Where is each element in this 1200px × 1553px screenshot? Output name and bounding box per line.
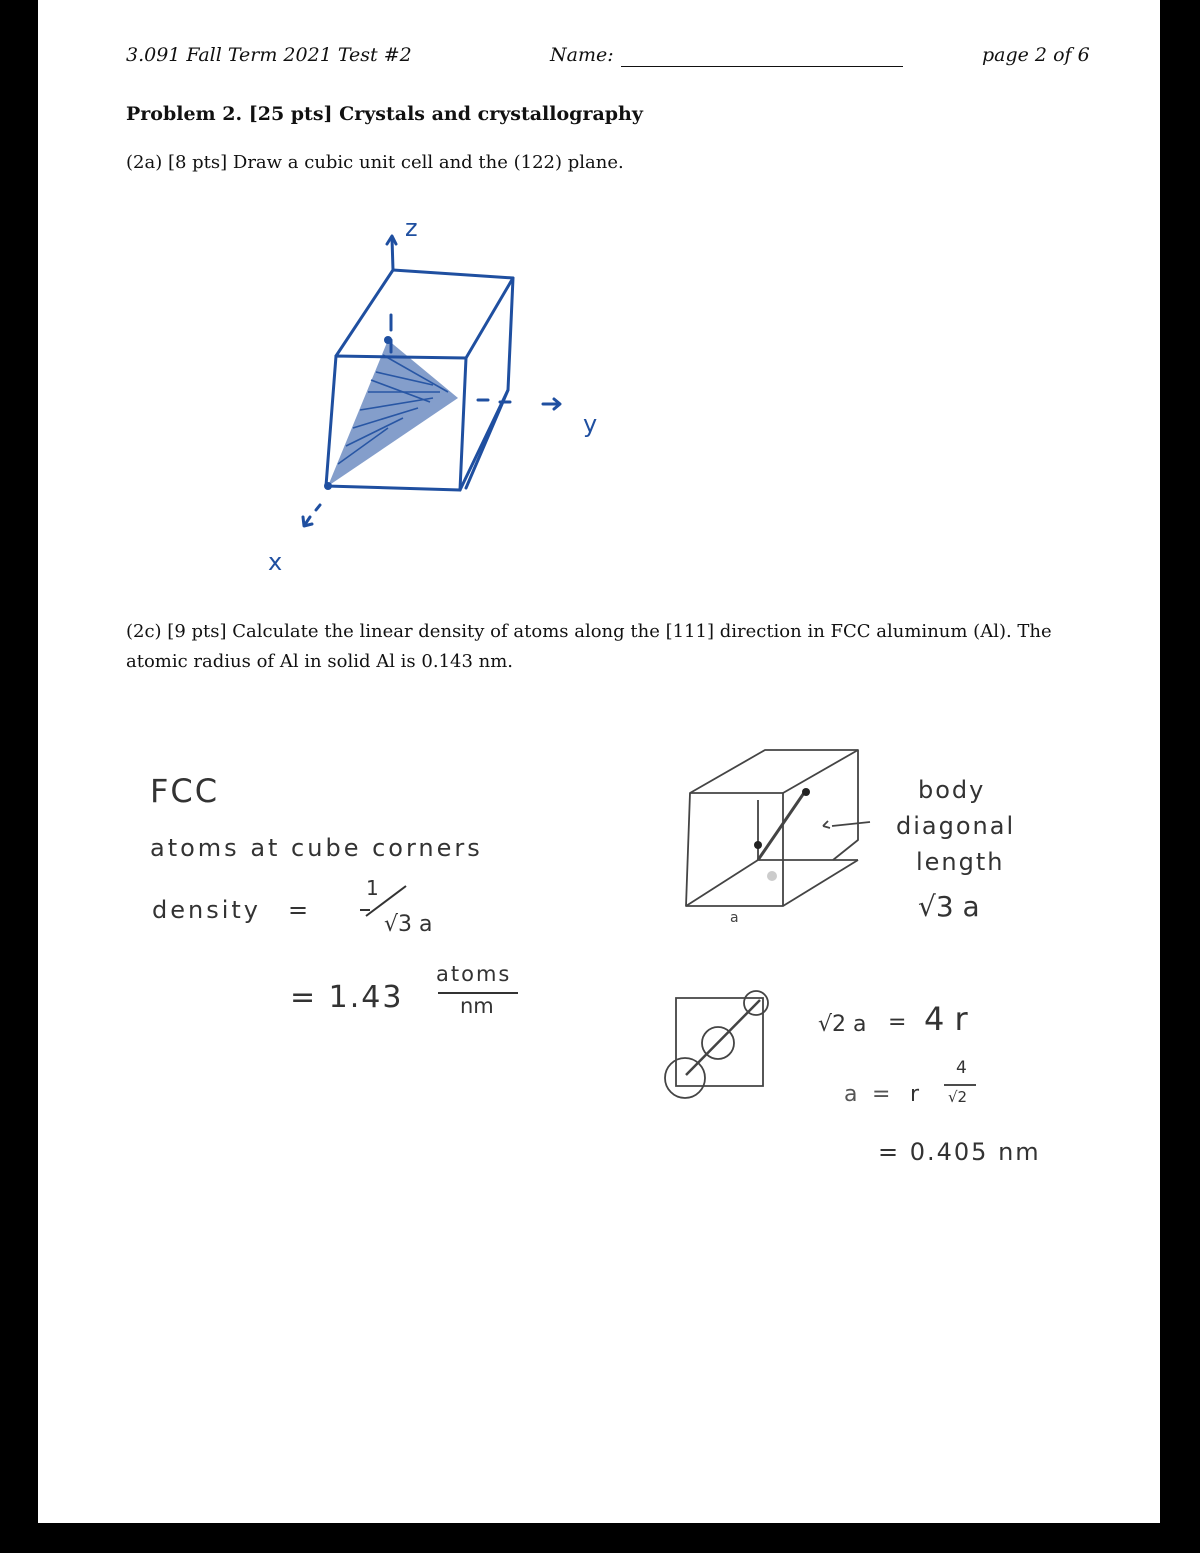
part-c-prompt-line1: (2c) [9 pts] Calculate the linear density of atoms along the [111] direction in FCC aluminum (Al). The bbox=[126, 621, 1052, 642]
note-length: length bbox=[916, 848, 1005, 876]
atoms-at-corners-note: atoms at cube corners bbox=[150, 834, 483, 862]
relation1-left: √2 a bbox=[818, 1012, 867, 1037]
page-number: page 2 of 6 bbox=[982, 44, 1090, 66]
axis-y-label: y bbox=[583, 410, 598, 438]
lattice-parameter-result: = 0.405 nm bbox=[878, 1138, 1041, 1166]
part-c-prompt-line2: atomic radius of Al in solid Al is 0.143 nm. bbox=[126, 651, 514, 672]
note-body: body bbox=[918, 776, 986, 804]
density-equals: = bbox=[288, 896, 309, 924]
note-root3-a: √3 a bbox=[918, 890, 980, 923]
part-a-prompt: (2a) [8 pts] Draw a cubic unit cell and the (122) plane. bbox=[126, 152, 624, 173]
density-label: density bbox=[152, 896, 261, 924]
fcc-label: FCC bbox=[150, 772, 220, 810]
exam-page bbox=[38, 0, 1160, 1523]
relation2-r: r bbox=[910, 1082, 920, 1107]
name-label: Name: bbox=[550, 44, 614, 66]
fcc-cube-sketch bbox=[38, 0, 1160, 1200]
density-result: = 1.43 bbox=[290, 980, 404, 1015]
relation2-left: a bbox=[844, 1082, 858, 1107]
axis-x-label: x bbox=[268, 548, 283, 576]
relation1-right: 4 r bbox=[924, 1000, 968, 1038]
fraction-numerator: 1 bbox=[366, 876, 379, 900]
course-header: 3.091 Fall Term 2021 Test #2 bbox=[126, 44, 412, 66]
axis-z-label: z bbox=[405, 214, 418, 242]
unit-numerator: atoms bbox=[436, 962, 512, 986]
note-diagonal: diagonal bbox=[896, 812, 1016, 840]
relation2-denominator: √2 bbox=[948, 1088, 968, 1106]
relation1-equals: = bbox=[888, 1010, 907, 1035]
unit-denominator: nm bbox=[460, 994, 494, 1018]
cube-edge-label: a bbox=[730, 910, 739, 926]
fraction-denominator: √3 a bbox=[384, 912, 433, 937]
relation2-equals: = bbox=[872, 1082, 891, 1107]
relation2-numerator: 4 bbox=[956, 1058, 967, 1078]
problem-title: Problem 2. [25 pts] Crystals and crystallography bbox=[126, 103, 643, 125]
